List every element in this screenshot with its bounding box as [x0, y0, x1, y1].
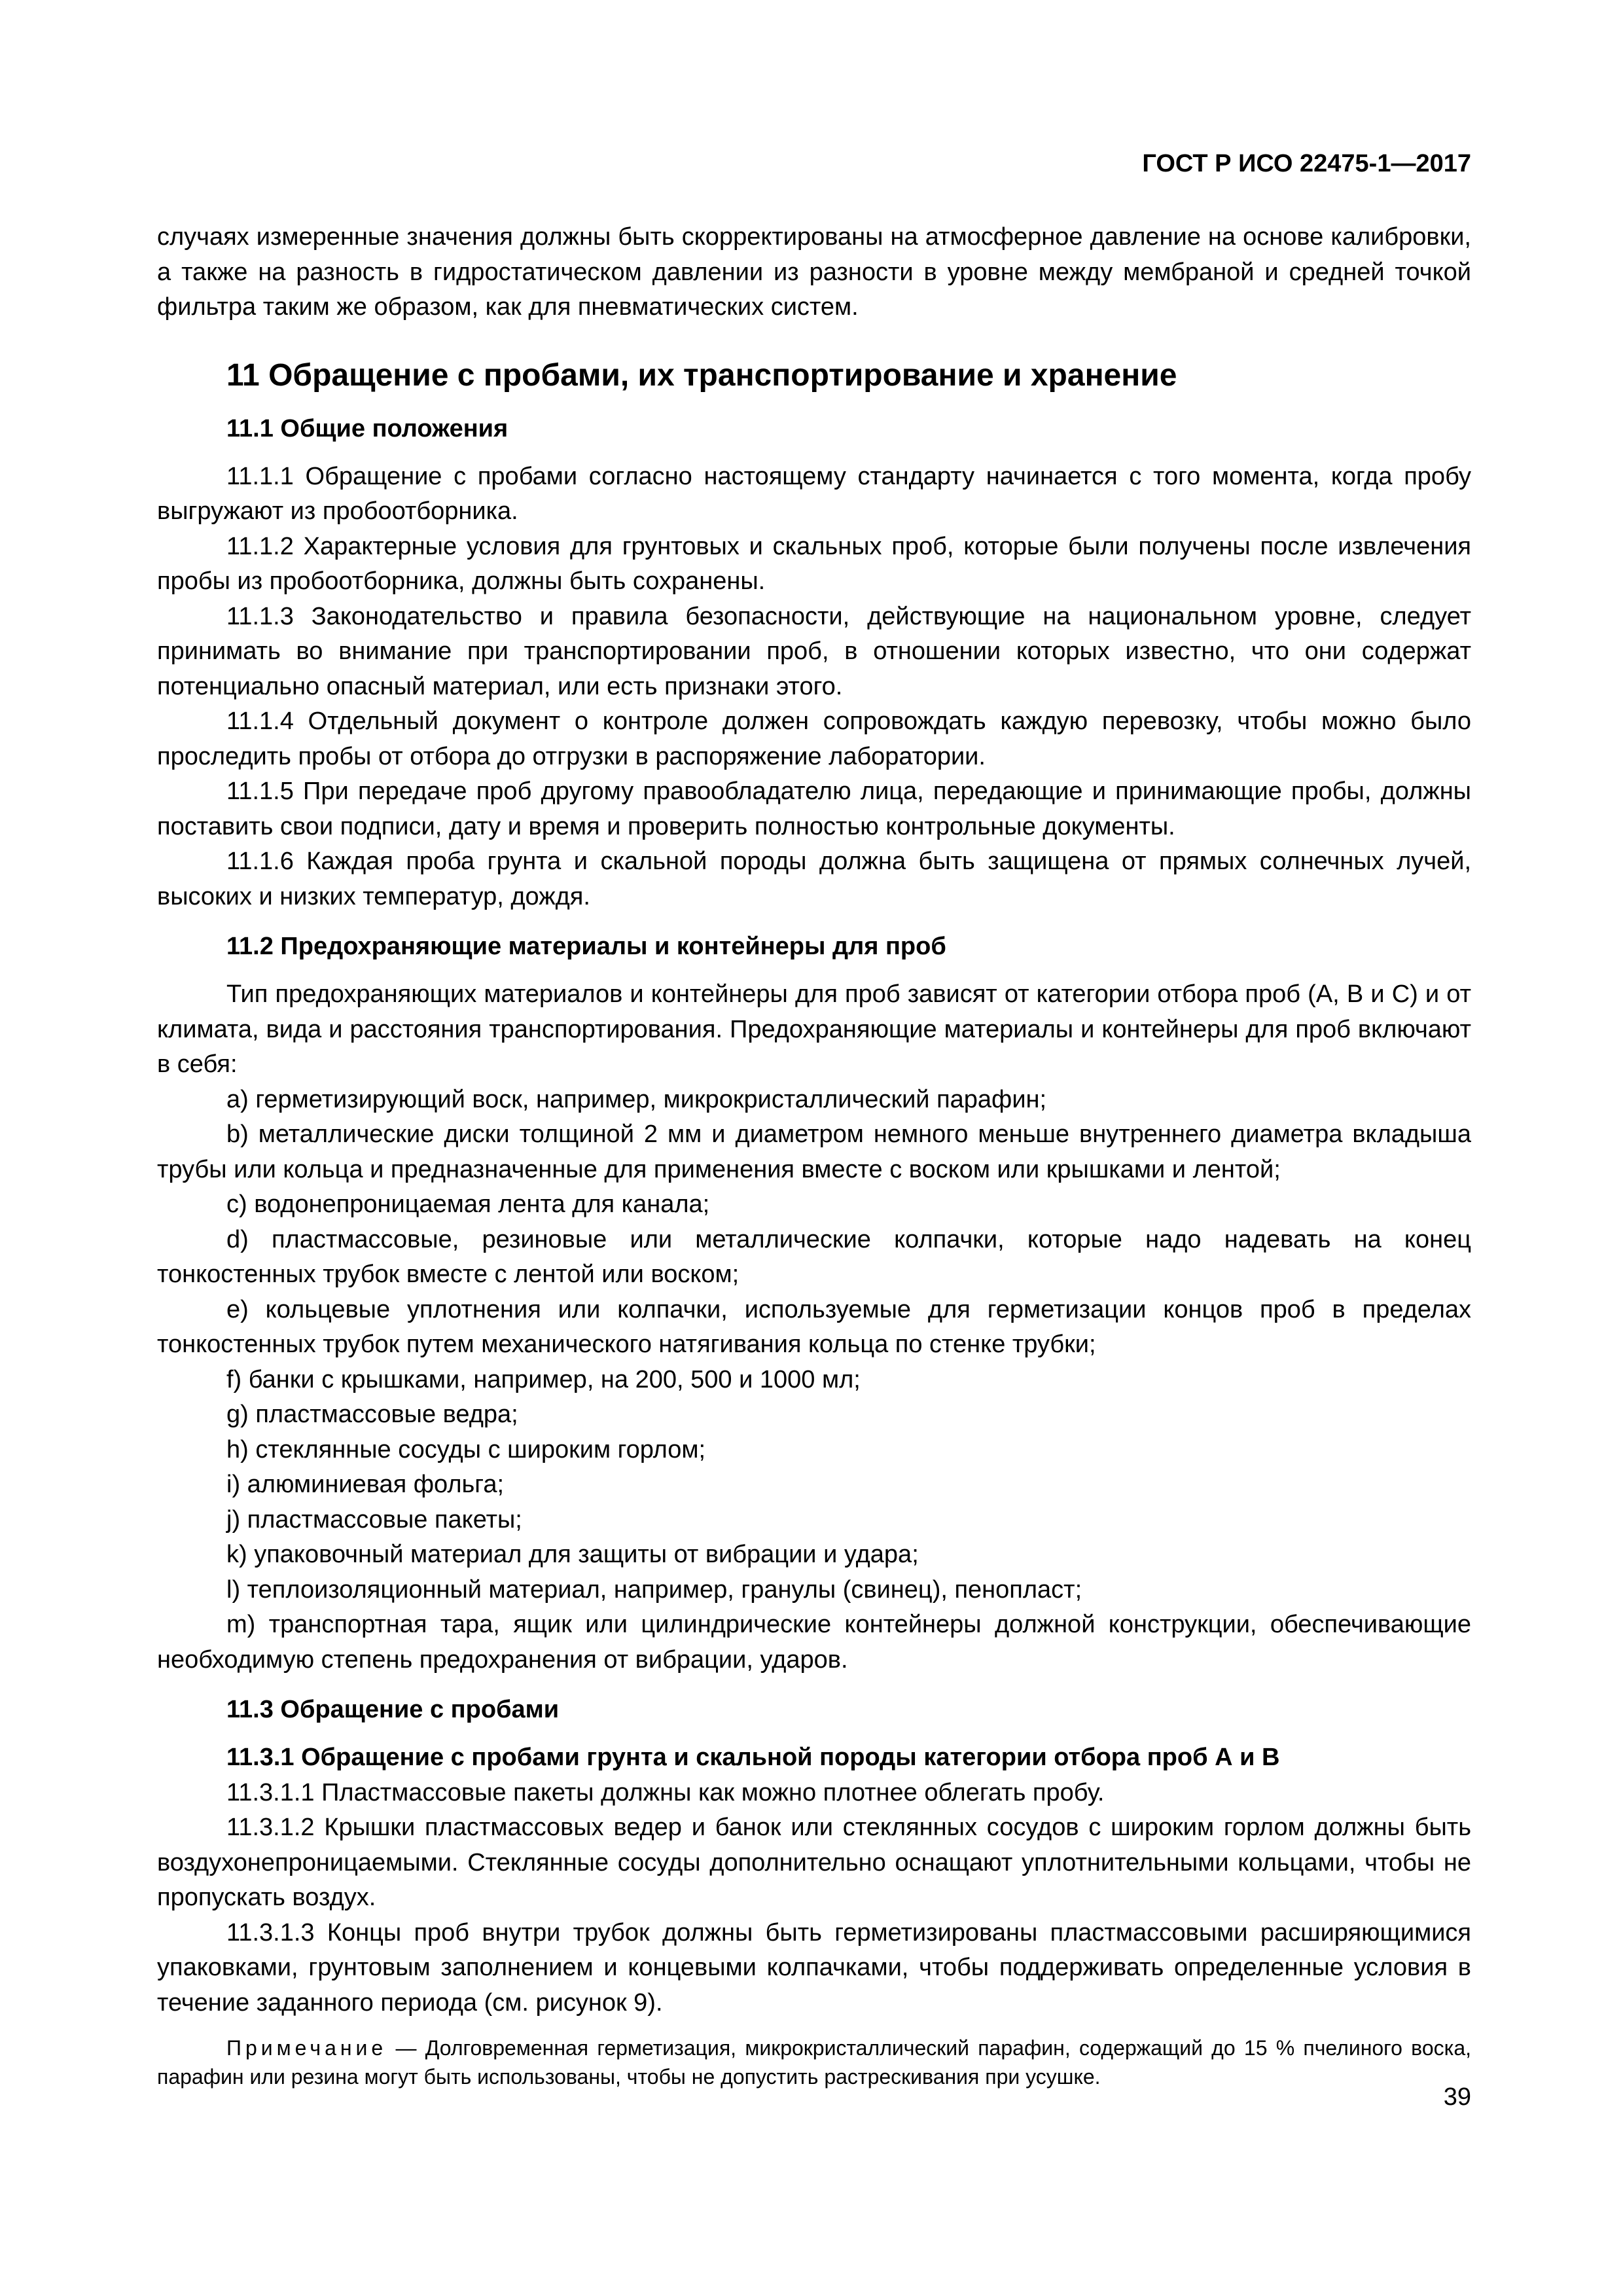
paragraph-11-3-1-2: 11.3.1.2 Крышки пластмассовых ведер и банок или стеклянных сосудов с широким горлом должны быть воздухонепроницаемыми. Стеклянные сосуды дополнительно оснащают уплотнительными кольцами, чтобы не пропускать воздух. [157, 1814, 1471, 1911]
section-11-2-heading: 11.2 Предохраняющие материалы и контейнеры для проб [226, 933, 946, 960]
paragraph-11-1-2: 11.1.2 Характерные условия для грунтовых и скальных проб, которые были получены после извлечения пробы из пробоотборника, должны быть сохранены. [157, 532, 1471, 595]
list-item-k: k) упаковочный материал для защиты от вибрации и удара; [226, 1541, 919, 1568]
page-number: 39 [1443, 2083, 1471, 2111]
list-item-m: m) транспортная тара, ящик или цилиндрические контейнеры должной конструкции, обеспечивающие необходимую степень предохранения от вибрации, ударов. [157, 1611, 1471, 1674]
section-11-3-heading: 11.3 Обращение с пробами [226, 1696, 560, 1723]
page-content [157, 220, 1471, 2091]
note [157, 2034, 1471, 2091]
section-11-1-heading: 11.1 Общие положения [226, 414, 508, 442]
note-label: Примечание [226, 2036, 387, 2060]
paragraph-11-1-4: 11.1.4 Отдельный документ о контроле должен сопровождать каждую перевозку, чтобы можно было проследить пробы от отбора до отгрузки в распоряжение лаборатории. [157, 708, 1471, 770]
list-item-c: c) водонепроницаемая лента для канала; [226, 1191, 710, 1218]
list-item-a: a) герметизирующий воск, например, микрокристаллический парафин; [226, 1085, 1047, 1113]
list-item-g: g) пластмассовые ведра; [226, 1401, 518, 1428]
paragraph-11-1-3: 11.1.3 Законодательство и правила безопасности, действующие на национальном уровне, следует принимать во внимание при транспортировании проб, в отношении которых известно, что они содержат потенциально опасный материал, или есть признаки этого. [157, 602, 1471, 700]
paragraph-11-3-1-1: 11.3.1.1 Пластмассовые пакеты должны как можно плотнее облегать пробу. [226, 1778, 1105, 1806]
list-item-h: h) стеклянные сосуды с широким горлом; [226, 1435, 706, 1463]
list-item-f: f) банки с крышками, например, на 200, 500 и 1000 мл; [226, 1365, 861, 1393]
list-item-e: e) кольцевые уплотнения или колпачки, используемые для герметизации концов проб в пределах тонкостенных трубок путем механического натягивания кольца по стенке трубки; [157, 1295, 1471, 1358]
paragraph-11-1-5: 11.1.5 При передаче проб другому правообладателю лица, передающие и принимающие пробы, должны поставить свои подписи, дату и время и проверить полностью контрольные документы. [157, 778, 1471, 840]
paragraph-11-1-6: 11.1.6 Каждая проба грунта и скальной породы должна быть защищена от прямых солнечных лучей, высоких и низких температур, дождя. [157, 848, 1471, 910]
note-text: — Долговременная герметизация, микрокристаллический парафин, содержащий до 15 % пчелиного воска, парафин или резина могут быть использованы, чтобы не допустить растрескивания при усушке. [157, 2036, 1471, 2089]
continuation-paragraph: случаях измеренные значения должны быть скорректированы на атмосферное давление на основе калибровки, а также на разность в гидростатическом давлении из разности в уровне между мембраной и средней точкой фильтра таким же образом, как для пневматических систем. [157, 223, 1471, 321]
list-item-j: j) пластмассовые пакеты; [226, 1505, 522, 1534]
list-item-b: b) металлические диски толщиной 2 мм и диаметром немного меньше внутреннего диаметра вкладыша трубы или кольца и предназначенные для применения вместе с воском или крышками и лентой; [157, 1121, 1471, 1183]
document-code-header: ГОСТ Р ИСО 22475-1—2017 [1142, 150, 1471, 177]
paragraph-11-2-intro: Тип предохраняющих материалов и контейнеры для проб зависят от категории отбора проб (А, В и С) и от климата, вида и расстояния транспортирования. Предохраняющие материалы и контейнеры для проб включают в себя: [157, 980, 1471, 1078]
paragraph-11-1-1: 11.1.1 Обращение с пробами согласно настоящему стандарту начинается с того момента, когда пробу выгружают из пробоотборника. [157, 462, 1471, 525]
list-item-l: l) теплоизоляционный материал, например, гранулы (свинец), пенопласт; [226, 1575, 1082, 1604]
paragraph-11-3-1-3: 11.3.1.3 Концы проб внутри трубок должны быть герметизированы пластмассовыми расширяющимися упаковками, грунтовым заполнением и концевыми колпачками, чтобы поддерживать определенные условия в течение заданного периода (см. рисунок 9). [157, 1918, 1471, 2017]
list-item-d: d) пластмассовые, резиновые или металлические колпачки, которые надо надевать на конец тонкостенных трубок вместе с лентой или воском; [157, 1225, 1471, 1288]
section-11-heading: 11 Обращение с пробами, их транспортирование и хранение [226, 357, 1177, 393]
section-11-3-1-heading: 11.3.1 Обращение с пробами грунта и скальной породы категории отбора проб А и В [226, 1744, 1280, 1771]
list-item-i: i) алюминиевая фольга; [226, 1471, 505, 1498]
